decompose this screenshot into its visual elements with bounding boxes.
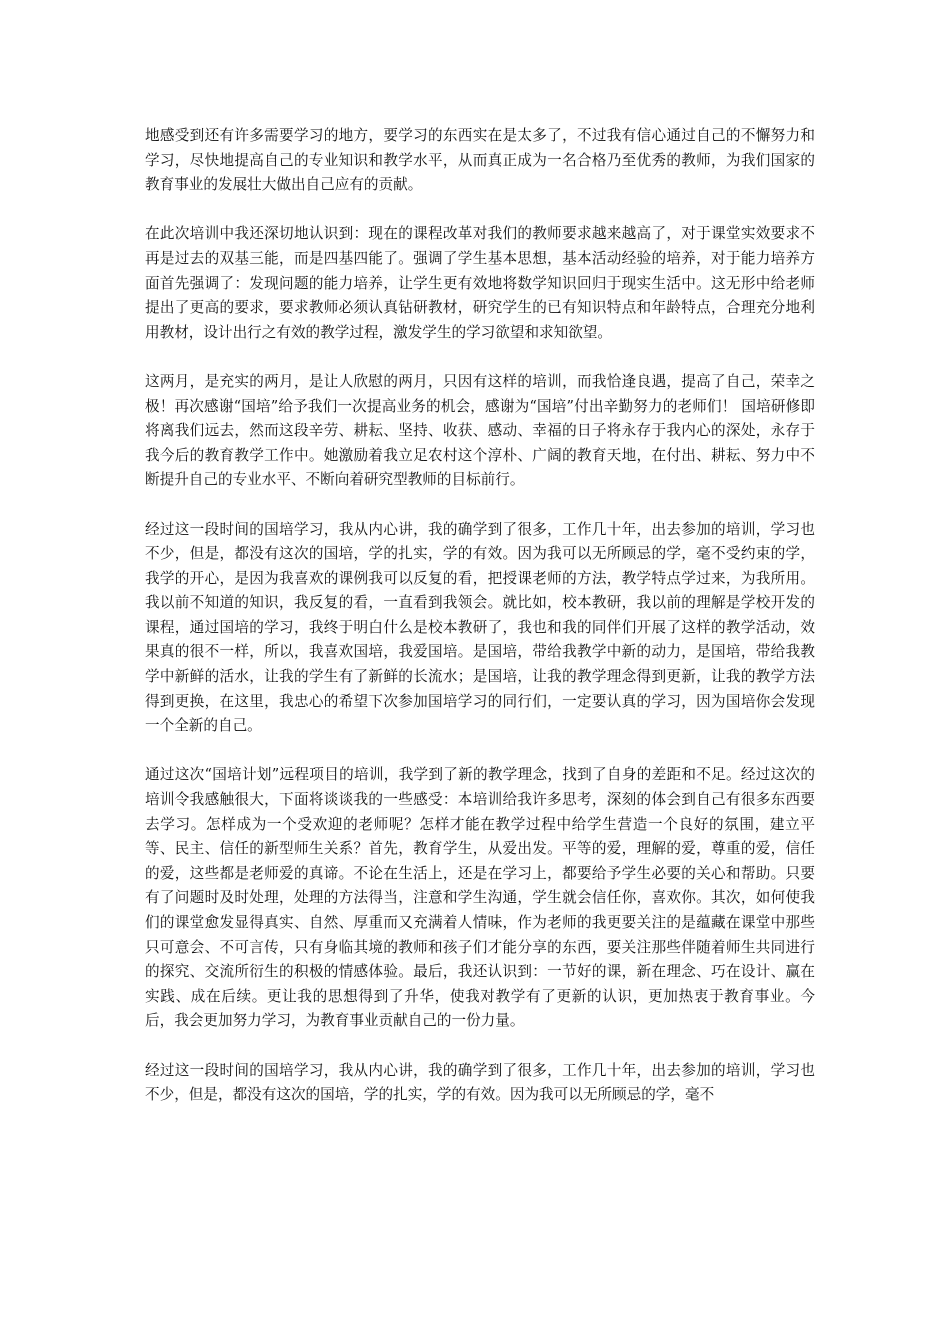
paragraph: 经过这一段时间的国培学习，我从内心讲，我的确学到了很多，工作几十年，出去参加的培训，学习也不少，但是，都没有这次的国培，学的扎实，学的有效。因为我可以无所顾忌的学，毫不受约束的学，我学的开心，是因为我喜欢的课例我可以反复的看，把授课老师的方法，教学特点学过来，为我所用。我以前不知道的知识，我反复的看，一直看到我领会。就比如，校本教研，我以前的理解是学校开发的课程，通过国培的学习，我终于明白什么是校本教研了，我也和我的同伴们开展了这样的教学活动，效果真的很不一样，所以，我喜欢国培，我爱国培。是国培，带给我教学中新的动力，是国培，带给我教学中新鲜的活水，让我的学生有了新鲜的长流水；是国培，让我的教学理念得到更新，让我的教学方法得到更换，在这里，我忠心的希望下次参加国培学习的同行们，一定要认真的学习，因为国培你会发现一个全新的自己。 [145,520,815,735]
paragraph: 通过这次“国培计划”远程项目的培训，我学到了新的教学理念，找到了自身的差距和不足。经过这次的培训令我感触很大，下面将谈谈我的一些感受：本培训给我许多思考，深刻的体会到自己有很多东西要去学习。怎样成为一个受欢迎的老师呢？怎样才能在教学过程中给学生营造一个良好的氛围，建立平等、民主、信任的新型师生关系？首先，教育学生，从爱出发。平等的爱，理解的爱，尊重的爱，信任的爱，这些都是老师爱的真谛。不论在生活上，还是在学习上，都要给予学生必要的关心和帮助。只要有了问题时及时处理，处理的方法得当，注意和学生沟通，学生就会信任你，喜欢你。其次，如何使我们的课堂愈发显得真实、自然、厚重而又充满着人情味，作为老师的我更要关注的是蕴藏在课堂中那些只可意会、不可言传，只有身临其境的教师和孩子们才能分享的东西，要关注那些伴随着师生共同进行的探究、交流所衍生的积极的情感体验。最后，我还认识到：一节好的课，新在理念、巧在设计、赢在实践、成在后续。更让我的思想得到了升华，使我对教学有了更新的认识，更加热衷于教育事业。今后，我会更加努力学习，为教育事业贡献自己的一份力量。 [145,766,815,1030]
paragraph: 在此次培训中我还深切地认识到：现在的课程改革对我们的教师要求越来越高了，对于课堂实效要求不再是过去的双基三能，而是四基四能了。强调了学生基本思想，基本活动经验的培养，对于能力培养方面首先强调了：发现问题的能力培养，让学生更有效地将数学知识回归于现实生活中。这无形中给老师提出了更高的要求，要求教师必须认真钻研教材，研究学生的已有知识特点和年龄特点，合理充分地利用教材，设计出行之有效的教学过程，激发学生的学习欲望和求知欲望。 [145,225,815,341]
paragraph: 地感受到还有许多需要学习的地方，要学习的东西实在是太多了，不过我有信心通过自己的不懈努力和学习，尽快地提高自己的专业知识和教学水平，从而真正成为一名合格乃至优秀的教师，为我们国家的教育事业的发展壮大做出自己应有的贡献。 [145,127,815,194]
document-body [145,124,815,1132]
paragraph: 经过这一段时间的国培学习，我从内心讲，我的确学到了很多，工作几十年，出去参加的培训，学习也不少，但是，都没有这次的国培，学的扎实，学的有效。因为我可以无所顾忌的学，毫不 [145,1061,815,1104]
paragraph: 这两月，是充实的两月，是让人欣慰的两月，只因有这样的培训，而我恰逢良遇，提高了自己，荣幸之极！再次感谢“国培”给予我们一次提高业务的机会，感谢为“国培”付出辛勤努力的老师们！ 国培研修即将离我们远去，然而这段辛劳、耕耘、坚持、收获、感动、幸福的日子将永存于我内心的深处，永存于我今后的教育教学工作中。她激励着我立足农村这个淳朴、广阔的教育天地，在付出、耕耘、努力中不断提升自己的专业水平、不断向着研究型教师的目标前行。 [145,372,815,489]
